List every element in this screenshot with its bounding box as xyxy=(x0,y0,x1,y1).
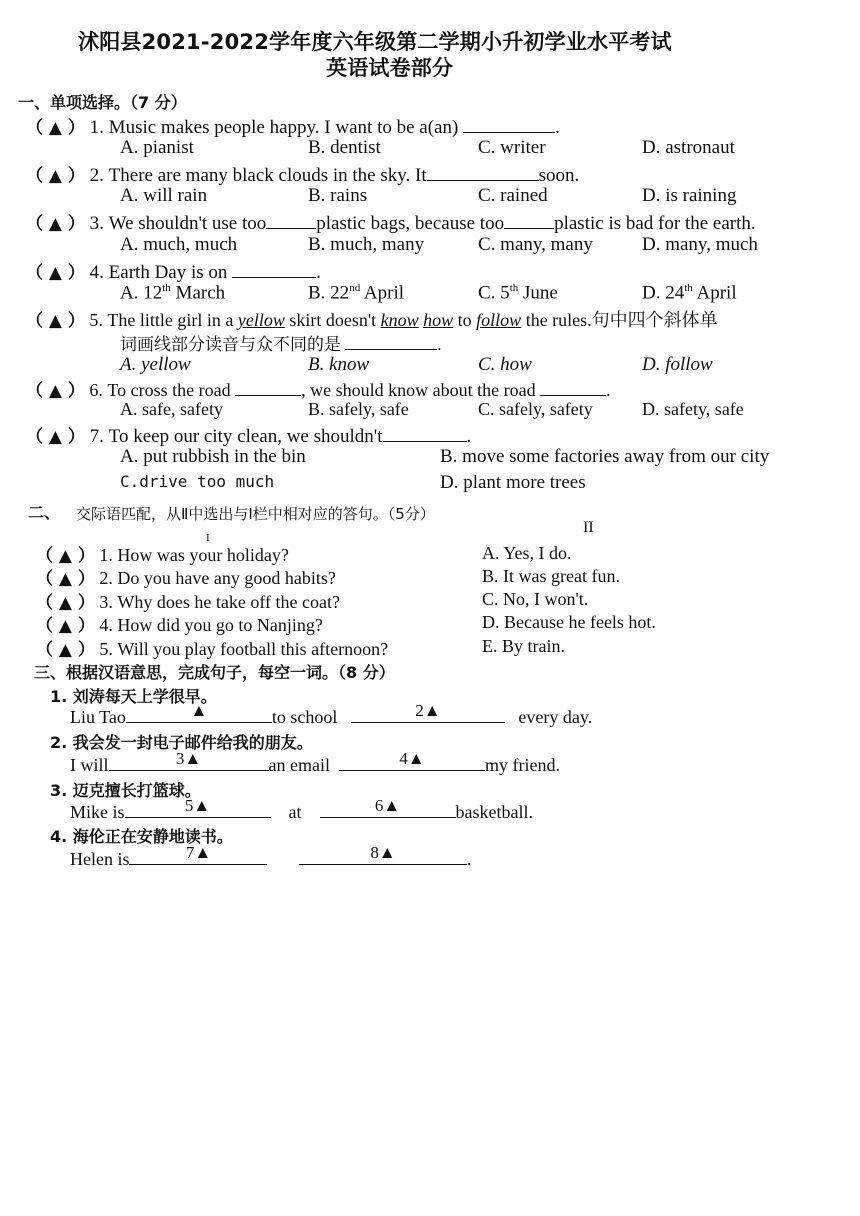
answer-blank[interactable] xyxy=(235,377,301,396)
translation-prompt-4: 4. 海伦正在安静地读书。 xyxy=(50,827,233,846)
question-text: 1. Music makes people happy. I want to be a(an) xyxy=(89,117,459,138)
answer-paren[interactable]: （ ▲ ） xyxy=(26,166,85,186)
question-text: 7. To keep our city clean, we shouldn't xyxy=(89,426,383,447)
question-text: plastic bags, because too xyxy=(316,213,505,234)
q7-option-d: D. plant more trees xyxy=(440,472,586,493)
question-text: , we should know about the road xyxy=(301,380,536,400)
punct: . xyxy=(316,262,321,283)
answer-blank[interactable]: 7▲ xyxy=(129,846,267,865)
column-2-label: II xyxy=(583,519,594,536)
q3-option-b: B. much, many xyxy=(308,234,425,255)
underlined-word: know xyxy=(380,310,419,330)
translation-prompt-2: 2. 我会发一封电子邮件给我的朋友。 xyxy=(50,733,313,752)
q3-option-d: D. many, much xyxy=(642,234,758,255)
answer-blank[interactable]: 6▲ xyxy=(320,799,456,818)
q4-option-c: C. 5th June xyxy=(478,282,558,304)
q5-option-b: B. know xyxy=(308,354,370,375)
translation-sentence-1: Liu Tao ▲ to school 2▲ every day. xyxy=(70,701,593,727)
q2-option-a: A. will rain xyxy=(120,185,208,206)
section2-heading: 交际语匹配，从Ⅱ中选出与Ⅰ栏中相对应的答句。（5分） xyxy=(76,505,435,523)
underlined-word: follow xyxy=(476,310,522,330)
translation-sentence-3: Mike is 5▲ at 6▲ basketball. xyxy=(70,796,533,822)
match-answer-a: A. Yes, I do. xyxy=(482,543,572,563)
column-1-label: I xyxy=(206,532,210,544)
q1-option-d: D. astronaut xyxy=(642,137,735,158)
answer-paren[interactable]: （ ▲ ） xyxy=(26,118,85,138)
translation-sentence-4: Helen is 7▲ 8▲ . xyxy=(70,843,472,869)
match-answer-e: E. By train. xyxy=(482,636,565,656)
question-text: 词画线部分读音与众不同的是 xyxy=(120,335,341,355)
answer-blank[interactable] xyxy=(463,113,555,133)
q4-option-b: B. 22nd April xyxy=(308,282,404,304)
q6-option-b: B. safely, safe xyxy=(308,399,409,419)
answer-paren[interactable]: （ ▲ ） xyxy=(36,546,95,566)
answer-blank[interactable] xyxy=(540,377,606,396)
answer-paren[interactable]: （ ▲ ） xyxy=(26,214,85,234)
section1-heading: 一、单项选择。（7 分） xyxy=(18,93,187,112)
answer-paren[interactable]: （ ▲ ） xyxy=(36,640,95,660)
answer-paren[interactable]: （ ▲ ） xyxy=(26,427,85,447)
punct: . xyxy=(437,335,442,354)
question-text: 3. We shouldn't use too xyxy=(89,213,267,234)
translation-prompt-3: 3. 迈克擅长打篮球。 xyxy=(50,781,201,800)
q5-option-d: D. follow xyxy=(642,354,713,375)
q1-option-a: A. pianist xyxy=(120,137,194,158)
underlined-word: how xyxy=(423,310,454,330)
question-4 xyxy=(26,258,321,284)
answer-paren[interactable]: （ ▲ ） xyxy=(36,569,95,589)
question-text: plastic is bad for the earth. xyxy=(554,213,756,234)
q4-option-d: D. 24th April xyxy=(642,282,737,304)
question-text: soon. xyxy=(538,165,580,186)
match-question-1: （ ▲ ） 1. How was your holiday? xyxy=(36,545,289,566)
answer-paren[interactable]: （ ▲ ） xyxy=(36,616,95,636)
question-7 xyxy=(26,422,471,448)
punct: . xyxy=(555,117,560,138)
q6-option-d: D. safety, safe xyxy=(642,399,744,419)
answer-blank[interactable] xyxy=(266,209,316,229)
section2-number: 二、 xyxy=(28,503,61,522)
answer-blank[interactable]: 3▲ xyxy=(109,752,269,771)
question-1 xyxy=(26,113,560,139)
question-text: 2. There are many black clouds in the sky. It xyxy=(89,165,427,186)
answer-blank[interactable] xyxy=(504,209,554,229)
answer-blank[interactable] xyxy=(232,258,316,278)
q5-option-a: A. yellow xyxy=(120,354,191,375)
q2-option-c: C. rained xyxy=(478,185,548,206)
punct: . xyxy=(466,426,472,447)
answer-blank[interactable] xyxy=(383,422,467,442)
match-answer-c: C. No, I won't. xyxy=(482,589,589,609)
question-text: 4. Earth Day is on xyxy=(89,262,228,283)
question-3 xyxy=(26,209,756,235)
question-2 xyxy=(26,161,579,187)
match-answer-d: D. Because he feels hot. xyxy=(482,612,656,632)
answer-blank[interactable] xyxy=(427,161,539,181)
match-question-2: （ ▲ ） 2. Do you have any good habits? xyxy=(36,568,336,589)
translation-sentence-2: I will 3▲ an email 4▲ my friend. xyxy=(70,749,560,775)
underlined-word: yellow xyxy=(237,310,285,330)
match-question-4: （ ▲ ） 4. How did you go to Nanjing? xyxy=(36,615,323,636)
translation-prompt-1: 1. 刘涛每天上学很早。 xyxy=(50,687,217,706)
question-6 xyxy=(26,376,611,401)
answer-paren[interactable]: （ ▲ ） xyxy=(36,593,95,613)
answer-paren[interactable]: （ ▲ ） xyxy=(26,263,85,283)
question-text: skirt doesn't xyxy=(289,310,377,330)
exam-title-line1: 沭阳县2021-2022学年度六年级第二学期小升初学业水平考试 xyxy=(78,30,672,54)
answer-blank[interactable]: 4▲ xyxy=(339,752,485,771)
q2-option-d: D. is raining xyxy=(642,185,737,206)
question-5 xyxy=(26,306,718,332)
q3-option-c: C. many, many xyxy=(478,234,593,255)
q6-option-a: A. safe, safety xyxy=(120,399,223,419)
q1-option-b: B. dentist xyxy=(308,137,381,158)
q6-option-c: C. safely, safety xyxy=(478,399,593,419)
q1-option-c: C. writer xyxy=(478,137,546,158)
answer-blank[interactable] xyxy=(345,332,437,350)
question-text: to xyxy=(457,310,472,330)
q7-option-b: B. move some factories away from our city xyxy=(440,446,770,467)
answer-blank[interactable]: 5▲ xyxy=(125,799,271,818)
q3-option-a: A. much, much xyxy=(120,234,238,255)
answer-blank[interactable]: ▲ xyxy=(126,704,272,723)
match-question-3: （ ▲ ） 3. Why does he take off the coat? xyxy=(36,592,340,613)
answer-blank[interactable]: 2▲ xyxy=(351,704,505,723)
answer-blank[interactable]: 8▲ xyxy=(299,846,467,865)
answer-paren[interactable]: （ ▲ ） xyxy=(26,311,85,331)
question-text: 6. To cross the road xyxy=(89,380,231,400)
q2-option-b: B. rains xyxy=(308,185,368,206)
section3-heading: 三、根据汉语意思，完成句子，每空一词。（8 分） xyxy=(34,663,395,682)
answer-paren[interactable]: （ ▲ ） xyxy=(26,381,85,401)
q7-option-a: A. put rubbish in the bin xyxy=(120,446,306,467)
q5-option-c: C. how xyxy=(478,354,532,375)
question-5-line2 xyxy=(120,330,442,355)
exam-title-line2: 英语试卷部分 xyxy=(326,56,454,80)
question-text: the rules.句中四个斜体单 xyxy=(525,310,718,330)
match-question-5: （ ▲ ） 5. Will you play football this afternoon? xyxy=(36,639,389,660)
q7-option-c: C.drive too much xyxy=(120,472,275,491)
match-answer-b: B. It was great fun. xyxy=(482,566,620,586)
question-text: 5. The little girl in a xyxy=(89,310,234,330)
q4-option-a: A. 12th March xyxy=(120,282,226,304)
punct: . xyxy=(606,380,611,400)
